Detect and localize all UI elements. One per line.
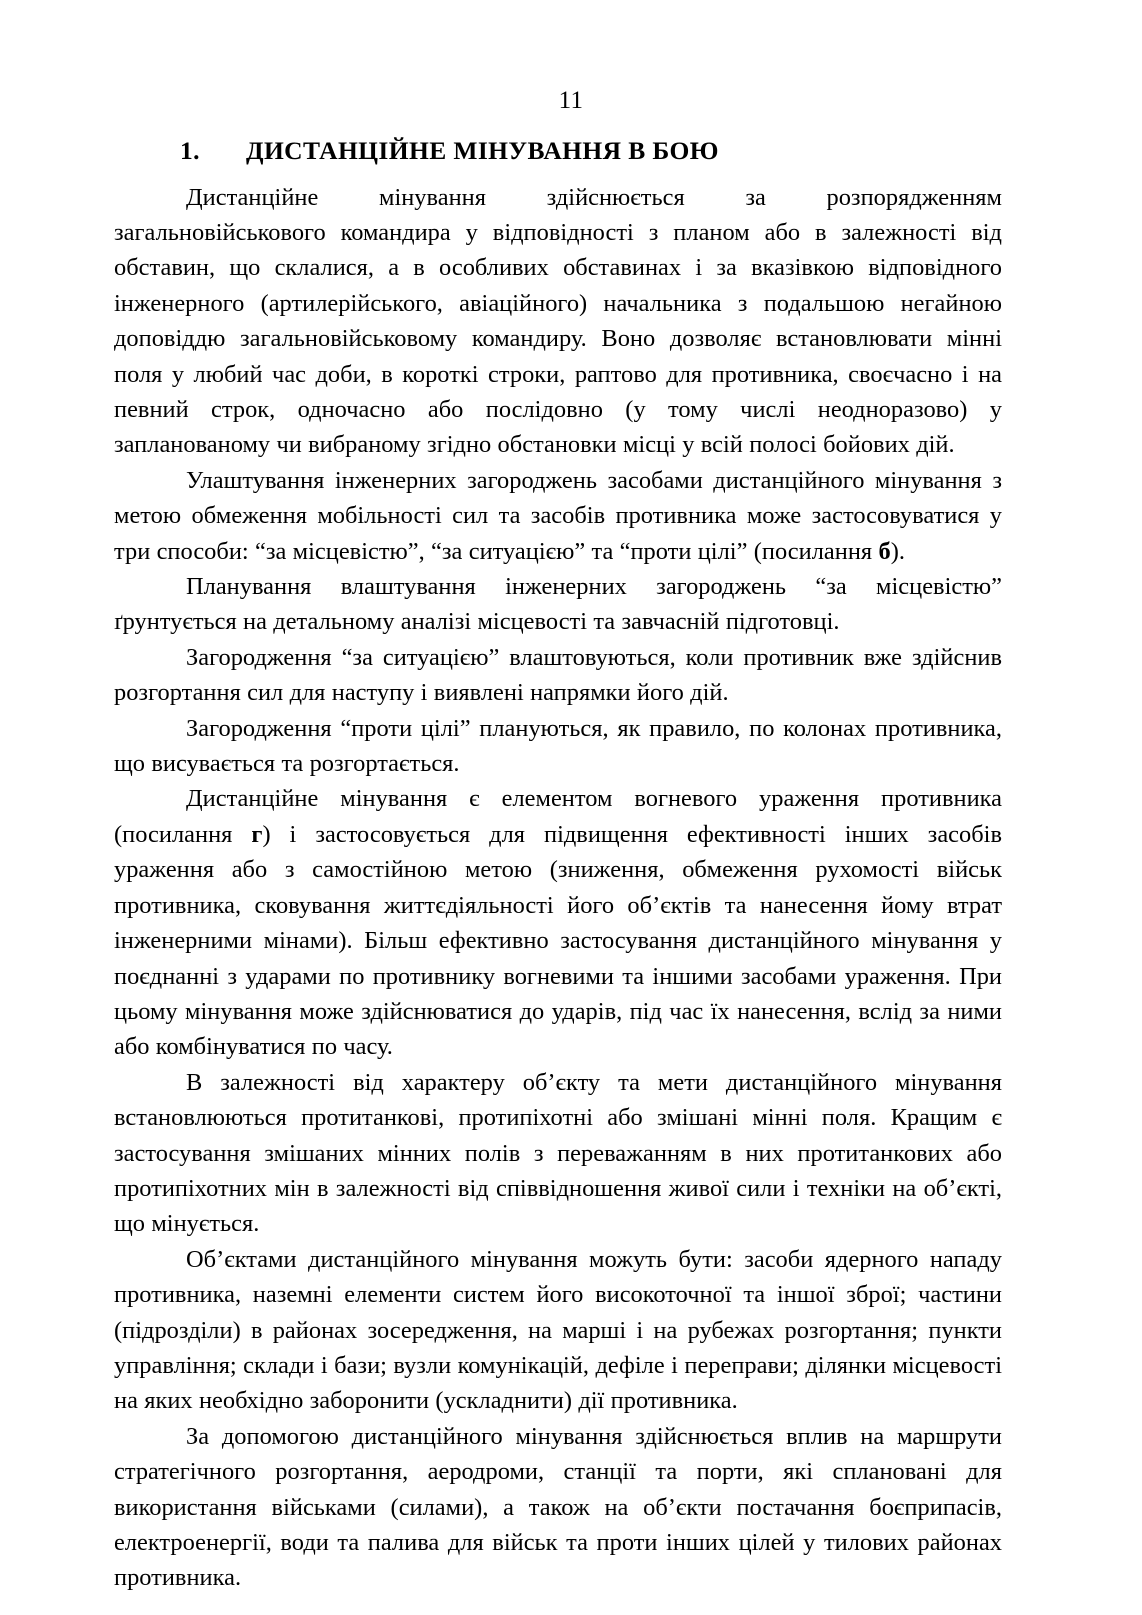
section-heading-number: 1. <box>180 136 200 165</box>
section-heading <box>114 136 1002 166</box>
paragraph-5: Загородження “проти цілі” плануються, як правило, по колонах противника, що висувається та розгортається. <box>114 714 1002 778</box>
section-heading-title: ДИСТАНЦІЙНЕ МІНУВАННЯ В БОЮ <box>246 136 719 165</box>
paragraph-6 <box>114 781 1002 1064</box>
paragraph-2-text-after-reference: ). <box>890 537 905 565</box>
paragraph-9: За допомогою дистанційного мінування здійснюється вплив на маршрути стратегічного розгортання, аеродроми, станції та порти, які сплановані для використання військами (силами), а також на об’єкти постачання боєприпасів, електроенергії, води та палива для військ та проти інших цілей у тилових районах противника. <box>114 1422 1002 1592</box>
paragraph-2-text-before-reference: Улаштування інженерних загороджень засобами дистанційного мінування з метою обмеження мобільності сил та засобів противника може застосовуватися у три способи: “за місцевістю”, “за ситуацією” та “проти цілі” (посилання <box>114 466 1002 565</box>
reference-marker-b: б <box>878 537 891 565</box>
page-content <box>114 136 1002 1596</box>
paragraph-7: В залежності від характеру об’єкту та мети дистанційного мінування встановлюються протитанкові, протипіхотні або змішані мінні поля. Кращим є застосування змішаних мінних полів з переважанням в них протитанкових або протипіхотних мін в залежності від співвідношення живої сили і техніки на об’єкті, що мінується. <box>114 1068 1002 1238</box>
paragraph-3: Планування влаштування інженерних загороджень “за місцевістю” ґрунтується на детальному аналізі місцевості та завчасній підготовці. <box>114 573 1002 636</box>
paragraph-6-text-after-reference: ) і застосовується для підвищення ефективності інших засобів ураження або з самостійною метою (зниження, обмеження рухомості військ противника, сковування життєдіяльності його об’єктів та нанесення йому втрат інженерними мінами). Більш ефективно застосування дистанційного мінування у поєднанні з ударами по противнику вогневими та іншими засобами ураження. При цьому мінування може здійснюватися до ударів, під час їх нанесення, вслід за ними або комбінуватися по часу. <box>114 820 1002 1061</box>
paragraph-4: Загородження “за ситуацією” влаштовуються, коли противник вже здійснив розгортання сил для наступу і виявлені напрямки його дій. <box>114 643 1002 707</box>
paragraph-6-text-before-reference: Дистанційне мінування є елементом вогневого ураження противника (посилання <box>114 785 1002 848</box>
reference-marker-g: г <box>251 820 263 848</box>
paragraph-1: Дистанційне мінування здійснюється за розпорядженням загальновійськового командира у відповідності з планом або в залежності від обставин, що склалися, а в особливих обставинах і за вказівкою відповідного інженерного (артилерійського, авіаційного) начальника з подальшою негайною доповіддю загальновійськовому командиру. Воно дозволяє встановлювати мінні поля у любий час доби, в короткі строки, раптово для противника, своєчасно і на певний строк, одночасно або послідовно (у тому числі неодноразово) у запланованому чи вибраному згідно обстановки місці у всій полосі бойових дій. <box>114 183 1002 459</box>
paragraph-8: Об’єктами дистанційного мінування можуть бути: засоби ядерного нападу противника, наземні елементи систем його високоточної та іншої зброї; частини (підрозділи) в районах зосередження, на марші і на рубежах розгортання; пункти управління; склади і бази; вузли комунікацій, дефіле і переправи; ділянки місцевості на яких необхідно заборонити (ускладнити) дії противника. <box>114 1245 1002 1415</box>
paragraph-2 <box>114 463 1002 569</box>
page-number: 11 <box>558 87 584 114</box>
